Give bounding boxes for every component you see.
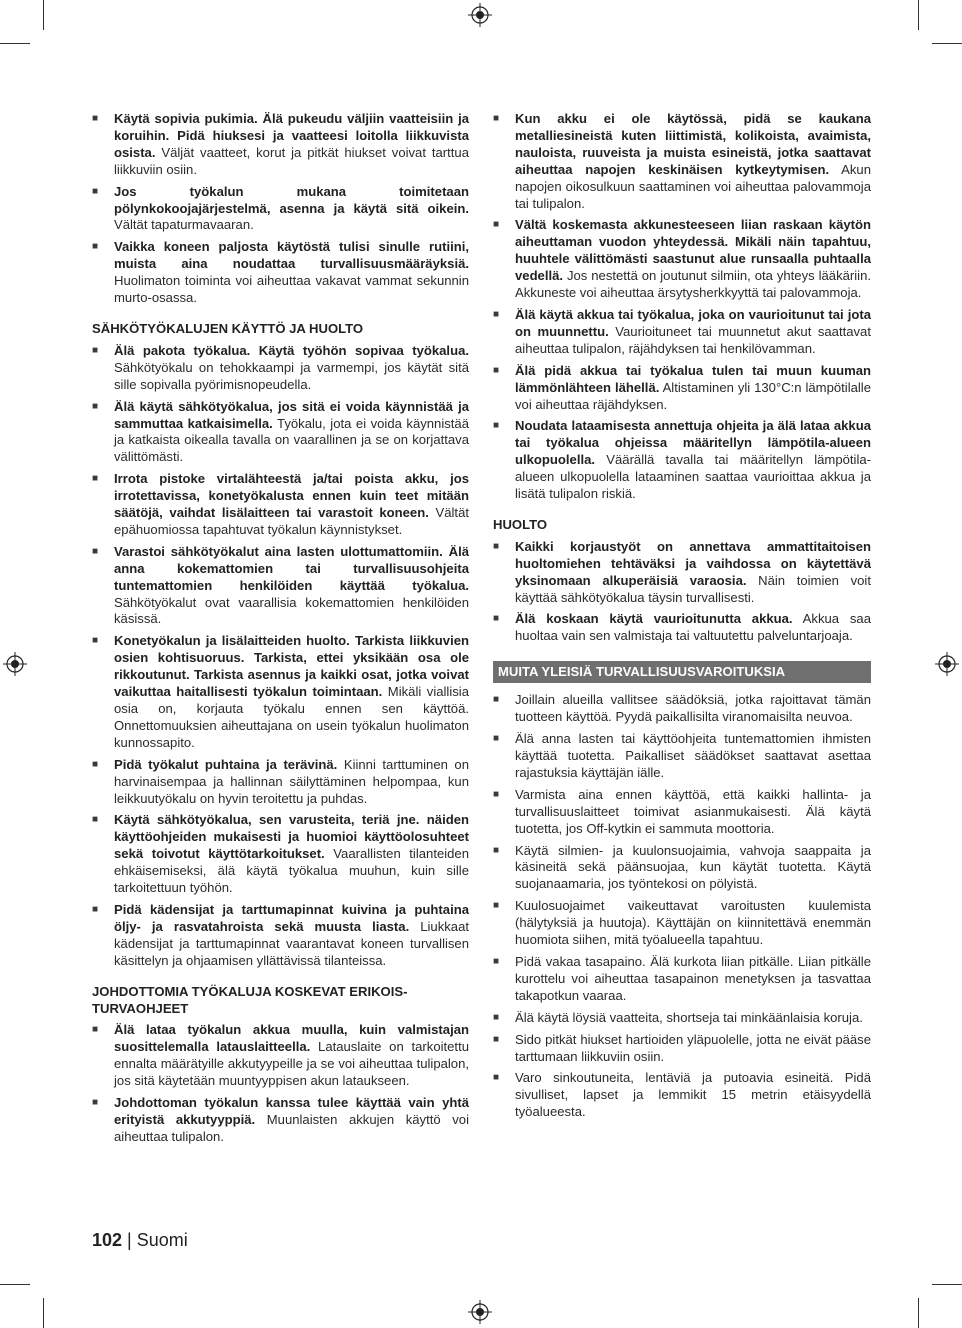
bullet-icon: ■ (493, 540, 500, 552)
list-item (92, 343, 469, 394)
bullet-icon: ■ (92, 1097, 99, 1109)
item-text: Huolimaton toiminta voi aiheuttaa vakavat vammat sekunnin murto-osassa. (114, 273, 469, 306)
right-column (493, 111, 871, 1126)
crop-mark-bottom-right-horizontal (932, 1284, 962, 1285)
item-text: Pidä vakaa tasapaino. Älä kurkota liian pitkälle. Liian pitkälle kurottelu voi aiheuttaa tasapainon menetyksen ja tasvattaa takapotkun vaaraa. (515, 953, 871, 1003)
item-text: Kiinni tarttuminen on harvinaisempaa ja hallinnan säilyttäminen helpompaa, kun leikkuutyökalu on hyvin teroitettu ja puhdas. (114, 756, 469, 806)
list-item (92, 184, 469, 235)
item-text: Liukkaat kädensijat ja tarttumapinnat vaarantavat koneen turvallisen käsittelyn ja ohjaamisen yllättävissä tilanteissa. (114, 918, 469, 968)
item-text: Akkua saa huoltaa vain sen valmistaja tai valtuutettu palveluntarjoaja. (515, 611, 871, 644)
bullet-icon: ■ (493, 219, 500, 231)
bullet-icon: ■ (92, 545, 99, 557)
crop-mark-bottom-left-vertical (43, 1298, 44, 1328)
list-item (493, 787, 871, 838)
item-lead-bold: Kun akku ei ole käytössä, pidä se kaukana metalliesineistä kuten liittimistä, kolikoista, avaimista, nauloista, ruuveista ja muista esineistä, jotka saattavat aiheuttaa napojen keskinäisen kytkeytymisen. (515, 111, 871, 177)
list-item (92, 239, 469, 307)
bullet-icon: ■ (493, 1033, 500, 1045)
bullet-icon: ■ (92, 814, 99, 826)
item-lead-bold: Älä lataa työkalun akkua muulla, kuin valmistajan suosittelemalla latauslaitteella. (114, 1022, 469, 1055)
list-item (493, 539, 871, 607)
item-lead-bold: Pidä työkalut puhtaina ja terävinä. (114, 756, 338, 772)
item-lead-bold: Kaikki korjaustyöt on annettava ammattitaitoisen huoltomiehen tehtäväksi ja vaihdossa on käytettävä yksinomaan alkuperäisiä varaosia. (515, 538, 871, 588)
list-item (493, 843, 871, 894)
item-text: Mikäli viallisia osia on, korjauta työkalu ennen sen käyttöä. Onnettomuuksien aiheuttajana on usein työkalun huolimaton kunnossapito. (114, 684, 469, 750)
item-text: Vältät tapaturmavaaran. (114, 217, 254, 233)
section-heading: JOHDOTTOMIA TYÖKALUJA KOSKEVAT ERIKOIS-TURVAOHJEET (92, 983, 408, 1016)
list-item (493, 731, 871, 782)
list-item (493, 1010, 871, 1027)
bullet-icon: ■ (92, 635, 99, 647)
list-item (493, 1070, 871, 1121)
item-text: Akun napojen oikosulkuun saattaminen voi aiheuttaa palovammoja tai tulipalon. (515, 161, 871, 211)
list-item (92, 633, 469, 751)
crop-mark-top-right-vertical (918, 0, 919, 30)
item-lead-bold: Älä käytä akkua tai työkalua, joka on vaurioitunut tai jota on muunnettu. (515, 306, 871, 339)
list-item (92, 1095, 469, 1146)
item-text: Altistaminen yli 130°C:n lämpötilalle voi aiheuttaa räjähdyksen. (515, 379, 871, 412)
registration-mark-right-icon (935, 652, 959, 676)
page-footer (92, 1230, 188, 1251)
item-lead-bold: Irrota pistoke virtalähteestä ja/tai poista akku, jos irrotettavissa, konetyökalusta ennen kuin teet mitään säätöjä, vaihdat lisälaitteen tai varastoit koneen. (114, 471, 469, 521)
bullet-icon: ■ (493, 1011, 500, 1023)
bullet-icon: ■ (92, 473, 99, 485)
item-text: Näin toimien voit käyttää sähkötyökalua täysin turvallisesti. (515, 572, 871, 605)
footer-language: Suomi (136, 1230, 188, 1250)
item-text: Käytä silmien- ja kuulonsuojaimia, vahvoja saappaita ja käsineitä sekä päänsuojaa, kun käytät tuotetta. Käytä suojanaamaria, jos työntekosi on pölyistä. (515, 842, 871, 892)
bullet-icon: ■ (92, 185, 99, 197)
list-item (92, 757, 469, 808)
bullet-icon: ■ (92, 400, 99, 412)
crop-mark-top-left-horizontal (0, 43, 30, 44)
list-item (92, 812, 469, 897)
item-text: Sähkötyökalu on tehokkaampi ja varmempi, jos käytät sitä sille sopivalla pyörimisnopeudella. (114, 359, 469, 392)
item-text: Jos nestettä on joutunut silmiin, ota yhteys lääkäriin. Akkuneste voi aiheuttaa ärsytysherkkyyttä tai palovammoja. (515, 268, 871, 301)
footer-separator: | (122, 1230, 137, 1250)
page-number: 102 (92, 1230, 123, 1250)
bullet-icon: ■ (493, 900, 500, 912)
list-item (493, 217, 871, 302)
bullet-icon: ■ (92, 758, 99, 770)
item-text: Vaurioituneet tai muunnetut akut saattavat aiheuttaa tulipalon, räjähdyksen tai henkilövamman. (515, 323, 871, 356)
item-lead-bold: Pidä kädensijat ja tarttumapinnat kuivina ja puhtaina öljy- ja rasvatahroista sekä muusta liasta. (114, 901, 469, 934)
bullet-icon: ■ (493, 364, 500, 376)
item-lead-bold: Vältä koskemasta akkunesteeseen liian raskaan käytön aiheuttaman vuodon yhteydessä. Mikäli näin tapahtuu, huuhtele välittömästi saastunut alue runsaalla puhtaalla vedellä. (515, 217, 871, 284)
registration-mark-left-icon (3, 652, 27, 676)
list-item (493, 1032, 871, 1066)
item-text: Väärällä tavalla tai määritellyn lämpötila-alueen ulkopuolella lataaminen saattaa vaurioittaa akkua ja lisätä tulipalon riskiä. (515, 452, 871, 502)
bullet-icon: ■ (92, 1024, 99, 1036)
bullet-icon: ■ (493, 308, 500, 320)
item-lead-bold: Älä käytä sähkötyökalua, jos sitä ei voida käynnistää ja sammuttaa katkaisimella. (114, 398, 469, 431)
crop-mark-bottom-left-horizontal (0, 1284, 30, 1285)
bullet-icon: ■ (493, 844, 500, 856)
item-text: Vältät epähuomiossa tapahtuvat työkalun käynnistykset. (114, 505, 469, 537)
item-text: Kuulosuojaimet vaikeuttavat varoitusten kuulemista (hälytyksiä ja huutoja). Käyttäjän on kiinnitettävä enemmän huomiota siihen, mitä työalueella tapahtuu. (515, 898, 871, 948)
list-item (493, 418, 871, 503)
list-item (92, 471, 469, 539)
item-lead-bold: Älä koskaan käytä vaurioitunutta akkua. (515, 611, 793, 627)
item-lead-bold: Konetyökalun ja lisälaitteiden huolto. Tarkista liikkuvien osien kohtisuoruus. Tarkista, ettei yksikään osa ole rikkoutunut. Tarkista asennus ja kaikki osat, jotka voivat vaikuttaa haitallisesti työkalun toimintaan. (114, 633, 469, 700)
list-item (493, 954, 871, 1005)
item-text: Varo sinkoutuneita, lentäviä ja putoavia esineitä. Pidä sivulliset, lapset ja lemmikit 15 metrin etäisyydellä työalueesta. (515, 1070, 871, 1120)
item-lead-bold: Jos työkalun mukana toimitetaan pölynkokoojajärjestelmä, asenna ja käytä sitä oikein. (114, 183, 469, 216)
list-item (92, 111, 469, 179)
list-item (92, 399, 469, 467)
section-heading: SÄHKÖTYÖKALUJEN KÄYTTÖ JA HUOLTO (92, 320, 364, 336)
item-text: Työkalu, jota ei voida käynnistää ja katkaista oikealla tavalla on vaarallinen ja se on korjattava välittömästi. (114, 415, 469, 465)
item-text: Muunlaisten akkujen käyttö voi aiheuttaa tulipalon. (114, 1111, 469, 1144)
item-text: Vaarallisten tilanteiden ehkäisemiseksi, älä käytä työkalua muuhun, kuin sille tarkoitettuun työhön. (114, 846, 469, 896)
registration-mark-top-icon (468, 3, 492, 27)
item-lead-bold: Käytä sopivia pukimia. Älä pukeudu väljiin vaatteisiin ja koruihin. Pidä hiuksesi ja vaatteesi loitolla liikkuvista osista. (114, 111, 469, 160)
bullet-icon: ■ (92, 241, 99, 253)
crop-mark-top-left-vertical (43, 0, 44, 30)
item-text: Väljät vaatteet, korut ja pitkät hiukset voivat tarttua liikkuviin osiin. (114, 144, 469, 177)
bullet-icon: ■ (493, 733, 500, 745)
list-item (493, 611, 871, 645)
bullet-icon: ■ (493, 788, 500, 800)
item-text: Älä anna lasten tai käyttöohjeita tuntemattomien ihmisten käyttää tuotetta. Paikalliset säädökset saattavat asettaa rajastuksia käyttäjän iälle. (515, 731, 871, 780)
list-item (493, 363, 871, 414)
list-item (92, 544, 469, 629)
item-lead-bold: Käytä sähkötyökalua, sen varusteita, teriä jne. näiden käyttöohjeiden mukaisesti ja huomioi käyttöolosuhteet sekä toivotut käyttötarkoitukset. (114, 812, 469, 862)
list-item (493, 111, 871, 212)
item-text: Joillain alueilla vallitsee säädöksiä, jotka rajoittavat tämän tuotteen käyttöä. Pyydä paikallisilta viranomaisilta neuvoa. (515, 692, 871, 725)
left-column (92, 111, 469, 1151)
item-lead-bold: Johdottoman työkalun kanssa tulee käyttää vain yhtä erityistä akkutyyppiä. (114, 1095, 469, 1127)
item-lead-bold: Varastoi sähkötyökalut aina lasten ulottumattomiin. Älä anna kokemattomien tai turvallisuusohjeita tuntemattomien henkilöiden käyttää työkalua. (114, 543, 469, 593)
item-text: Sähkötyökalut ovat vaarallisia kokemattomien henkilöiden käsissä. (114, 594, 469, 627)
item-text: Varmista aina ennen käyttöä, että kaikki hallinta- ja turvallisuuslaitteet toimivat asianmukaisesti. Älä käytä tuotetta, jos Off-kytkin ei sammuta moottoria. (515, 786, 871, 836)
bullet-icon: ■ (92, 903, 99, 915)
item-lead-bold: Älä pidä akkua tai työkalua tulen tai muun kuuman lämmönlähteen lähellä. (515, 362, 871, 395)
bullet-icon: ■ (493, 113, 500, 124)
list-item (92, 1022, 469, 1090)
list-item (493, 898, 871, 949)
list-item (92, 902, 469, 970)
item-lead-bold: Noudata lataamisesta annettuja ohjeita ja älä lataa akkua tai työkalua ohjeissa määritellyn lämpötila-alueen ulkopuolella. (515, 418, 871, 468)
registration-mark-bottom-icon (468, 1300, 492, 1324)
bullet-icon: ■ (493, 694, 500, 706)
bullet-icon: ■ (493, 420, 500, 432)
bullet-icon: ■ (92, 113, 99, 124)
item-text: Latauslaite on tarkoitettu ennalta määrätyille akkutyypeille ja se voi aiheuttaa tulipalon, jos sitä käytetään muuntyyppisen akun lataukseen. (114, 1039, 469, 1089)
crop-mark-top-right-horizontal (932, 43, 962, 44)
item-lead-bold: Älä pakota työkalua. Käytä työhön sopivaa työkalua. (114, 342, 469, 358)
item-text: Sido pitkät hiukset hartioiden yläpuolelle, jotta ne eivät pääse tarttumaan liikkuviin osiin. (515, 1031, 871, 1064)
bullet-icon: ■ (493, 613, 500, 625)
bullet-icon: ■ (493, 1072, 500, 1084)
item-lead-bold: Vaikka koneen paljosta käytöstä tulisi sinulle rutiini, muista aina noudattaa turvallisuusmääräyksiä. (114, 239, 469, 272)
section-heading: HUOLTO (493, 516, 548, 532)
bullet-icon: ■ (92, 344, 99, 356)
section-banner: MUITA YLEISIÄ TURVALLISUUSVAROITUKSIA (493, 661, 871, 683)
list-item (493, 692, 871, 726)
item-text: Älä käytä löysiä vaatteita, shortseja tai minkäänlaisia koruja. (515, 1009, 863, 1025)
crop-mark-bottom-right-vertical (918, 1298, 919, 1328)
list-item (493, 307, 871, 358)
bullet-icon: ■ (493, 955, 500, 967)
